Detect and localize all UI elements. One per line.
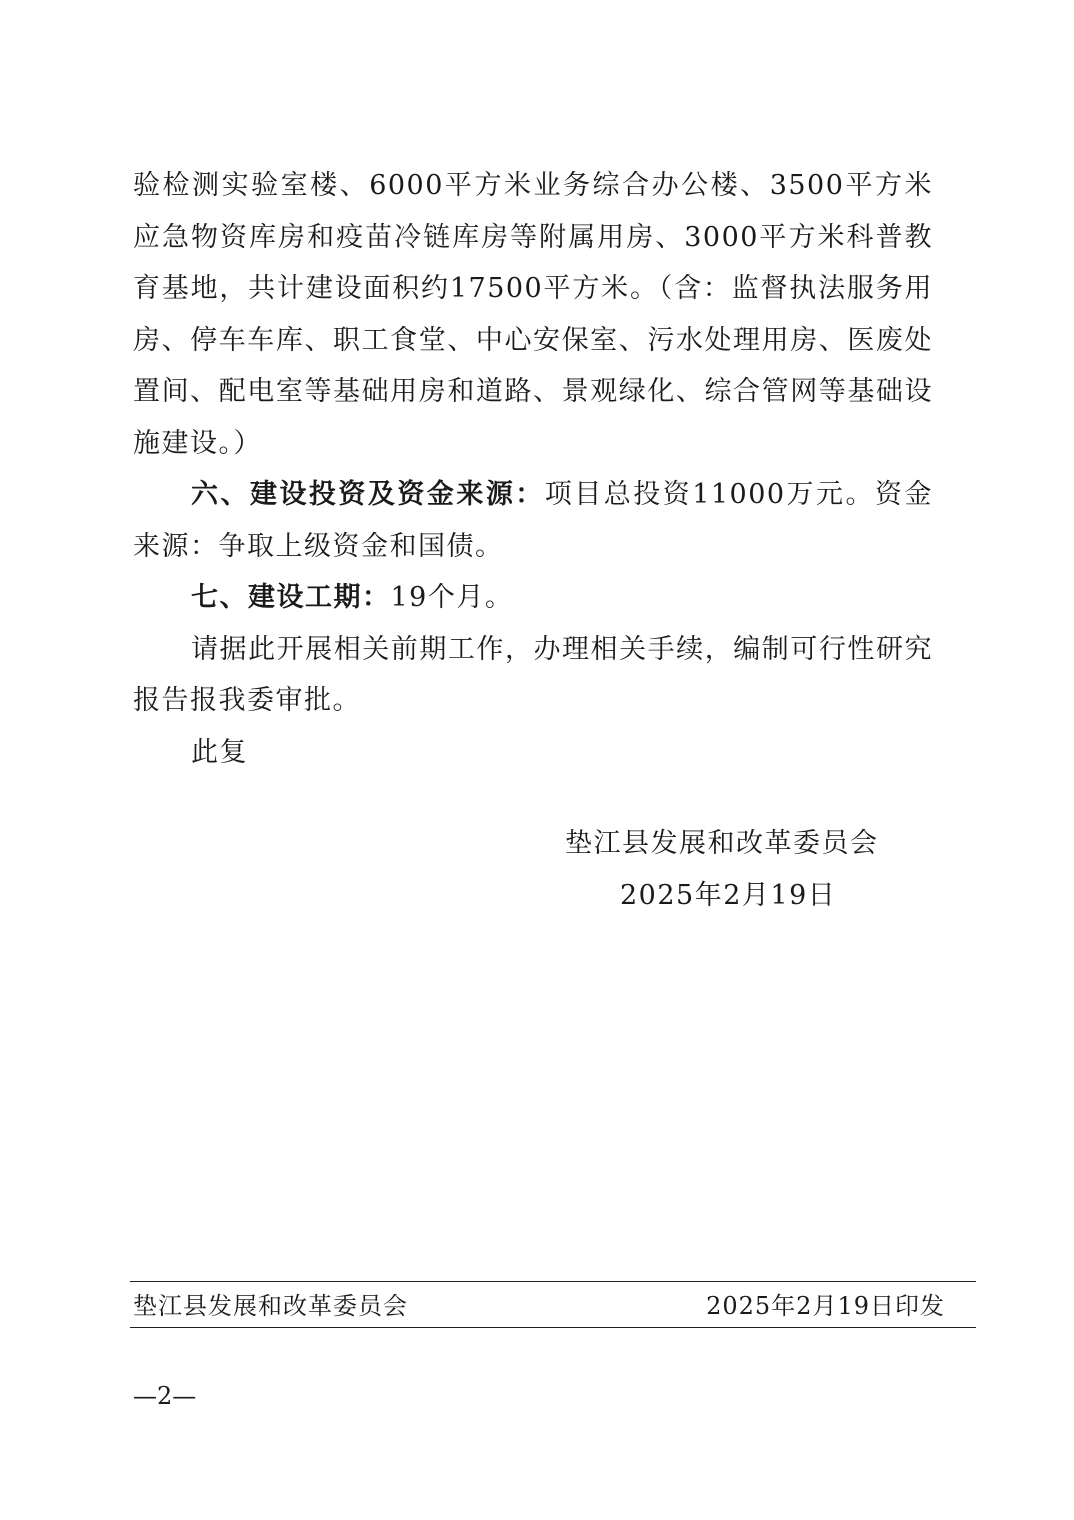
request-paragraph: 请据此开展相关前期工作，办理相关手续，编制可行性研究报告报我委审批。 — [133, 633, 933, 716]
footer-issued-date: 2025年2月19日印发 — [706, 1292, 945, 1320]
footer-issuer: 垫江县发展和改革委员会 — [133, 1292, 408, 1320]
document-body — [133, 160, 933, 778]
section-investment-heading: 六、建设投资及资金来源： — [191, 479, 545, 510]
signature-date: 2025年2月19日 — [620, 880, 837, 911]
signature-organization: 垫江县发展和改革委员会 — [565, 828, 879, 859]
closing-text: 此复 — [191, 736, 248, 768]
section-investment — [133, 469, 933, 572]
section-construction-period-heading: 七、建设工期： — [191, 582, 391, 613]
section-construction-period-text: 19个月。 — [390, 582, 514, 613]
page-number: —2— — [133, 1382, 197, 1410]
footer-issuance-row — [133, 1288, 945, 1324]
footer-top-rule — [130, 1281, 976, 1282]
section-construction-period — [133, 572, 933, 624]
section-investment-text: 项目总投资11000万元。资金来源：争取上级资金和国债。 — [133, 479, 933, 562]
footer-bottom-rule — [130, 1327, 976, 1328]
project-scope-paragraph: 验检测实验室楼、6000平方米业务综合办公楼、3500平方米应急物资库房和疫苗冷链库房等附属用房、3000平方米科普教育基地，共计建设面积约17500平方米。（含：监督执法服务用房、停车车库、职工食堂、中心安保室、污水处理用房、医废处置间、配电室等基础用房和道路、景观绿化、综合管网等基础设施建设。） — [133, 170, 933, 459]
